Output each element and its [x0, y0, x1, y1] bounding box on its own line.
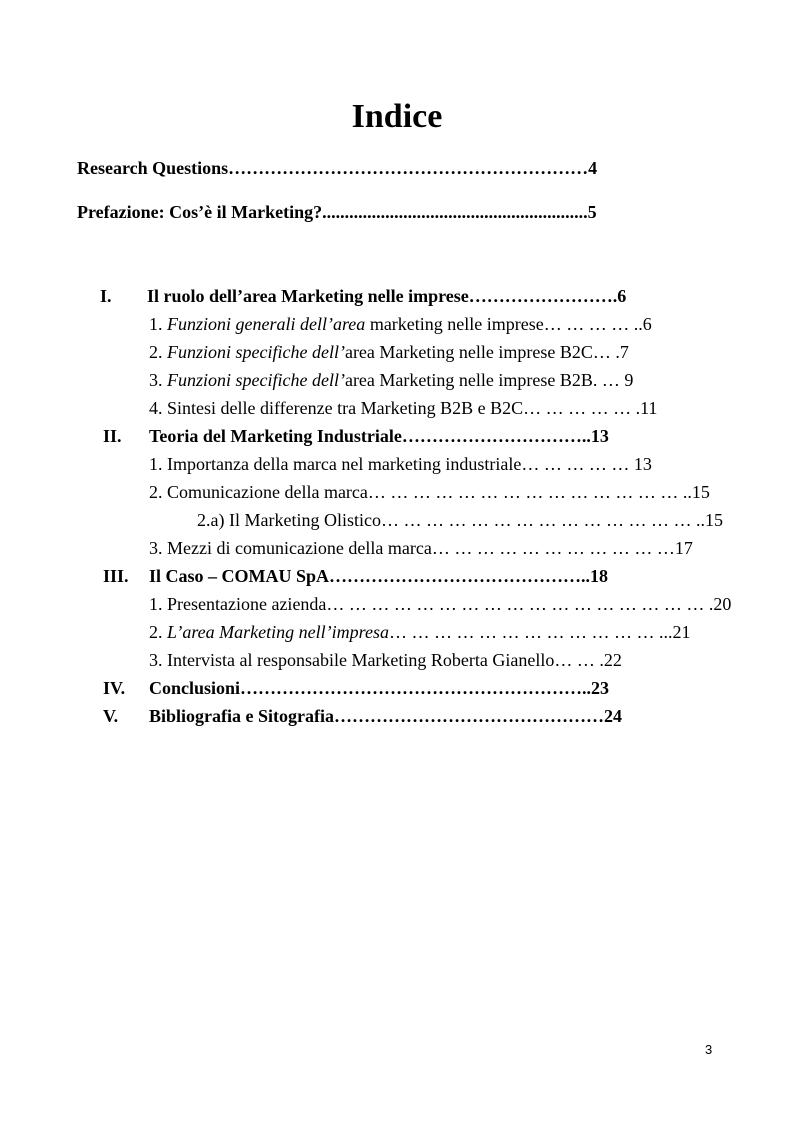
subentry-number: 1. [149, 594, 163, 614]
toc-subentry [149, 398, 657, 419]
subentry-number: 3. [149, 370, 163, 390]
subentry-number: 1. [149, 314, 163, 334]
subentry-italic-text: Funzioni generali dell’area [167, 314, 366, 334]
chapter-number: II. [103, 426, 122, 446]
chapter-title: Il ruolo dell’area Marketing nelle imprese…………………….6 [147, 286, 627, 306]
subentry-text: Intervista al responsabile Marketing Roberta Gianello… … .22 [167, 650, 622, 670]
page-number: 3 [705, 1042, 713, 1057]
subentry-text: Importanza della marca nel marketing industriale… … … … … 13 [167, 454, 652, 474]
chapter-title: Il Caso – COMAU SpA……………………………………..18 [149, 566, 609, 586]
subentry-italic-text: L’area Marketing nell’impresa [167, 622, 389, 642]
chapter-number: III. [103, 566, 129, 586]
chapter-title: Teoria del Marketing Industriale…………………………..13 [149, 426, 609, 446]
subentry-text: area Marketing nelle imprese B2B. … 9 [344, 370, 634, 390]
subentry-number: 3. [149, 538, 163, 558]
subentry-text: 2.a) Il Marketing Olistico… … … … … … … … … … … … … … ..15 [197, 510, 723, 530]
subentry-number: 2. [149, 482, 163, 502]
subentry-italic-text: Funzioni specifiche dell’ [167, 342, 345, 362]
toc-subentry [149, 314, 652, 335]
toc-subentry [149, 594, 731, 615]
subentry-text: Comunicazione della marca… … … … … … … … … … … … … … ..15 [167, 482, 710, 502]
subentry-number: 3. [149, 650, 163, 670]
toc-entry-prefazione: Prefazione: Cos’è il Marketing?...........................................................5 [77, 202, 597, 222]
chapter-number: I. [100, 286, 112, 306]
toc-subentry [149, 454, 652, 475]
subentry-number: 1. [149, 454, 163, 474]
toc-subentry [149, 482, 710, 503]
subentry-text: Mezzi di comunicazione della marca… … … … … … … … … … …17 [167, 538, 693, 558]
toc-subentry [149, 650, 622, 671]
subentry-italic-text: Funzioni specifiche dell’ [167, 370, 345, 390]
subentry-number: 2. [149, 622, 163, 642]
subentry-number: 2. [149, 342, 163, 362]
chapter-title: Conclusioni…………………………………………………..23 [149, 678, 610, 698]
toc-subentry [149, 370, 633, 391]
toc-subentry [149, 538, 693, 559]
toc-subentry [149, 622, 690, 643]
subentry-text: Presentazione azienda… … … … … … … … … … … … … … … … … .20 [167, 594, 732, 614]
subentry-text: Sintesi delle differenze tra Marketing B2B e B2C… … … … … .11 [167, 398, 658, 418]
subentry-text: … … … … … … … … … … … … ...21 [388, 622, 691, 642]
subentry-text: marketing nelle imprese… … … … ..6 [365, 314, 652, 334]
subentry-text: area Marketing nelle imprese B2C… .7 [344, 342, 629, 362]
page-title: Indice [351, 98, 443, 135]
toc-subsubentry [197, 510, 723, 531]
chapter-number: V. [103, 706, 119, 726]
toc-entry-research-questions: Research Questions……………………………………………………4 [77, 158, 598, 178]
subentry-number: 4. [149, 398, 163, 418]
chapter-number: IV. [103, 678, 126, 698]
toc-subentry [149, 342, 629, 363]
chapter-title: Bibliografia e Sitografia………………………………………24 [149, 706, 622, 726]
